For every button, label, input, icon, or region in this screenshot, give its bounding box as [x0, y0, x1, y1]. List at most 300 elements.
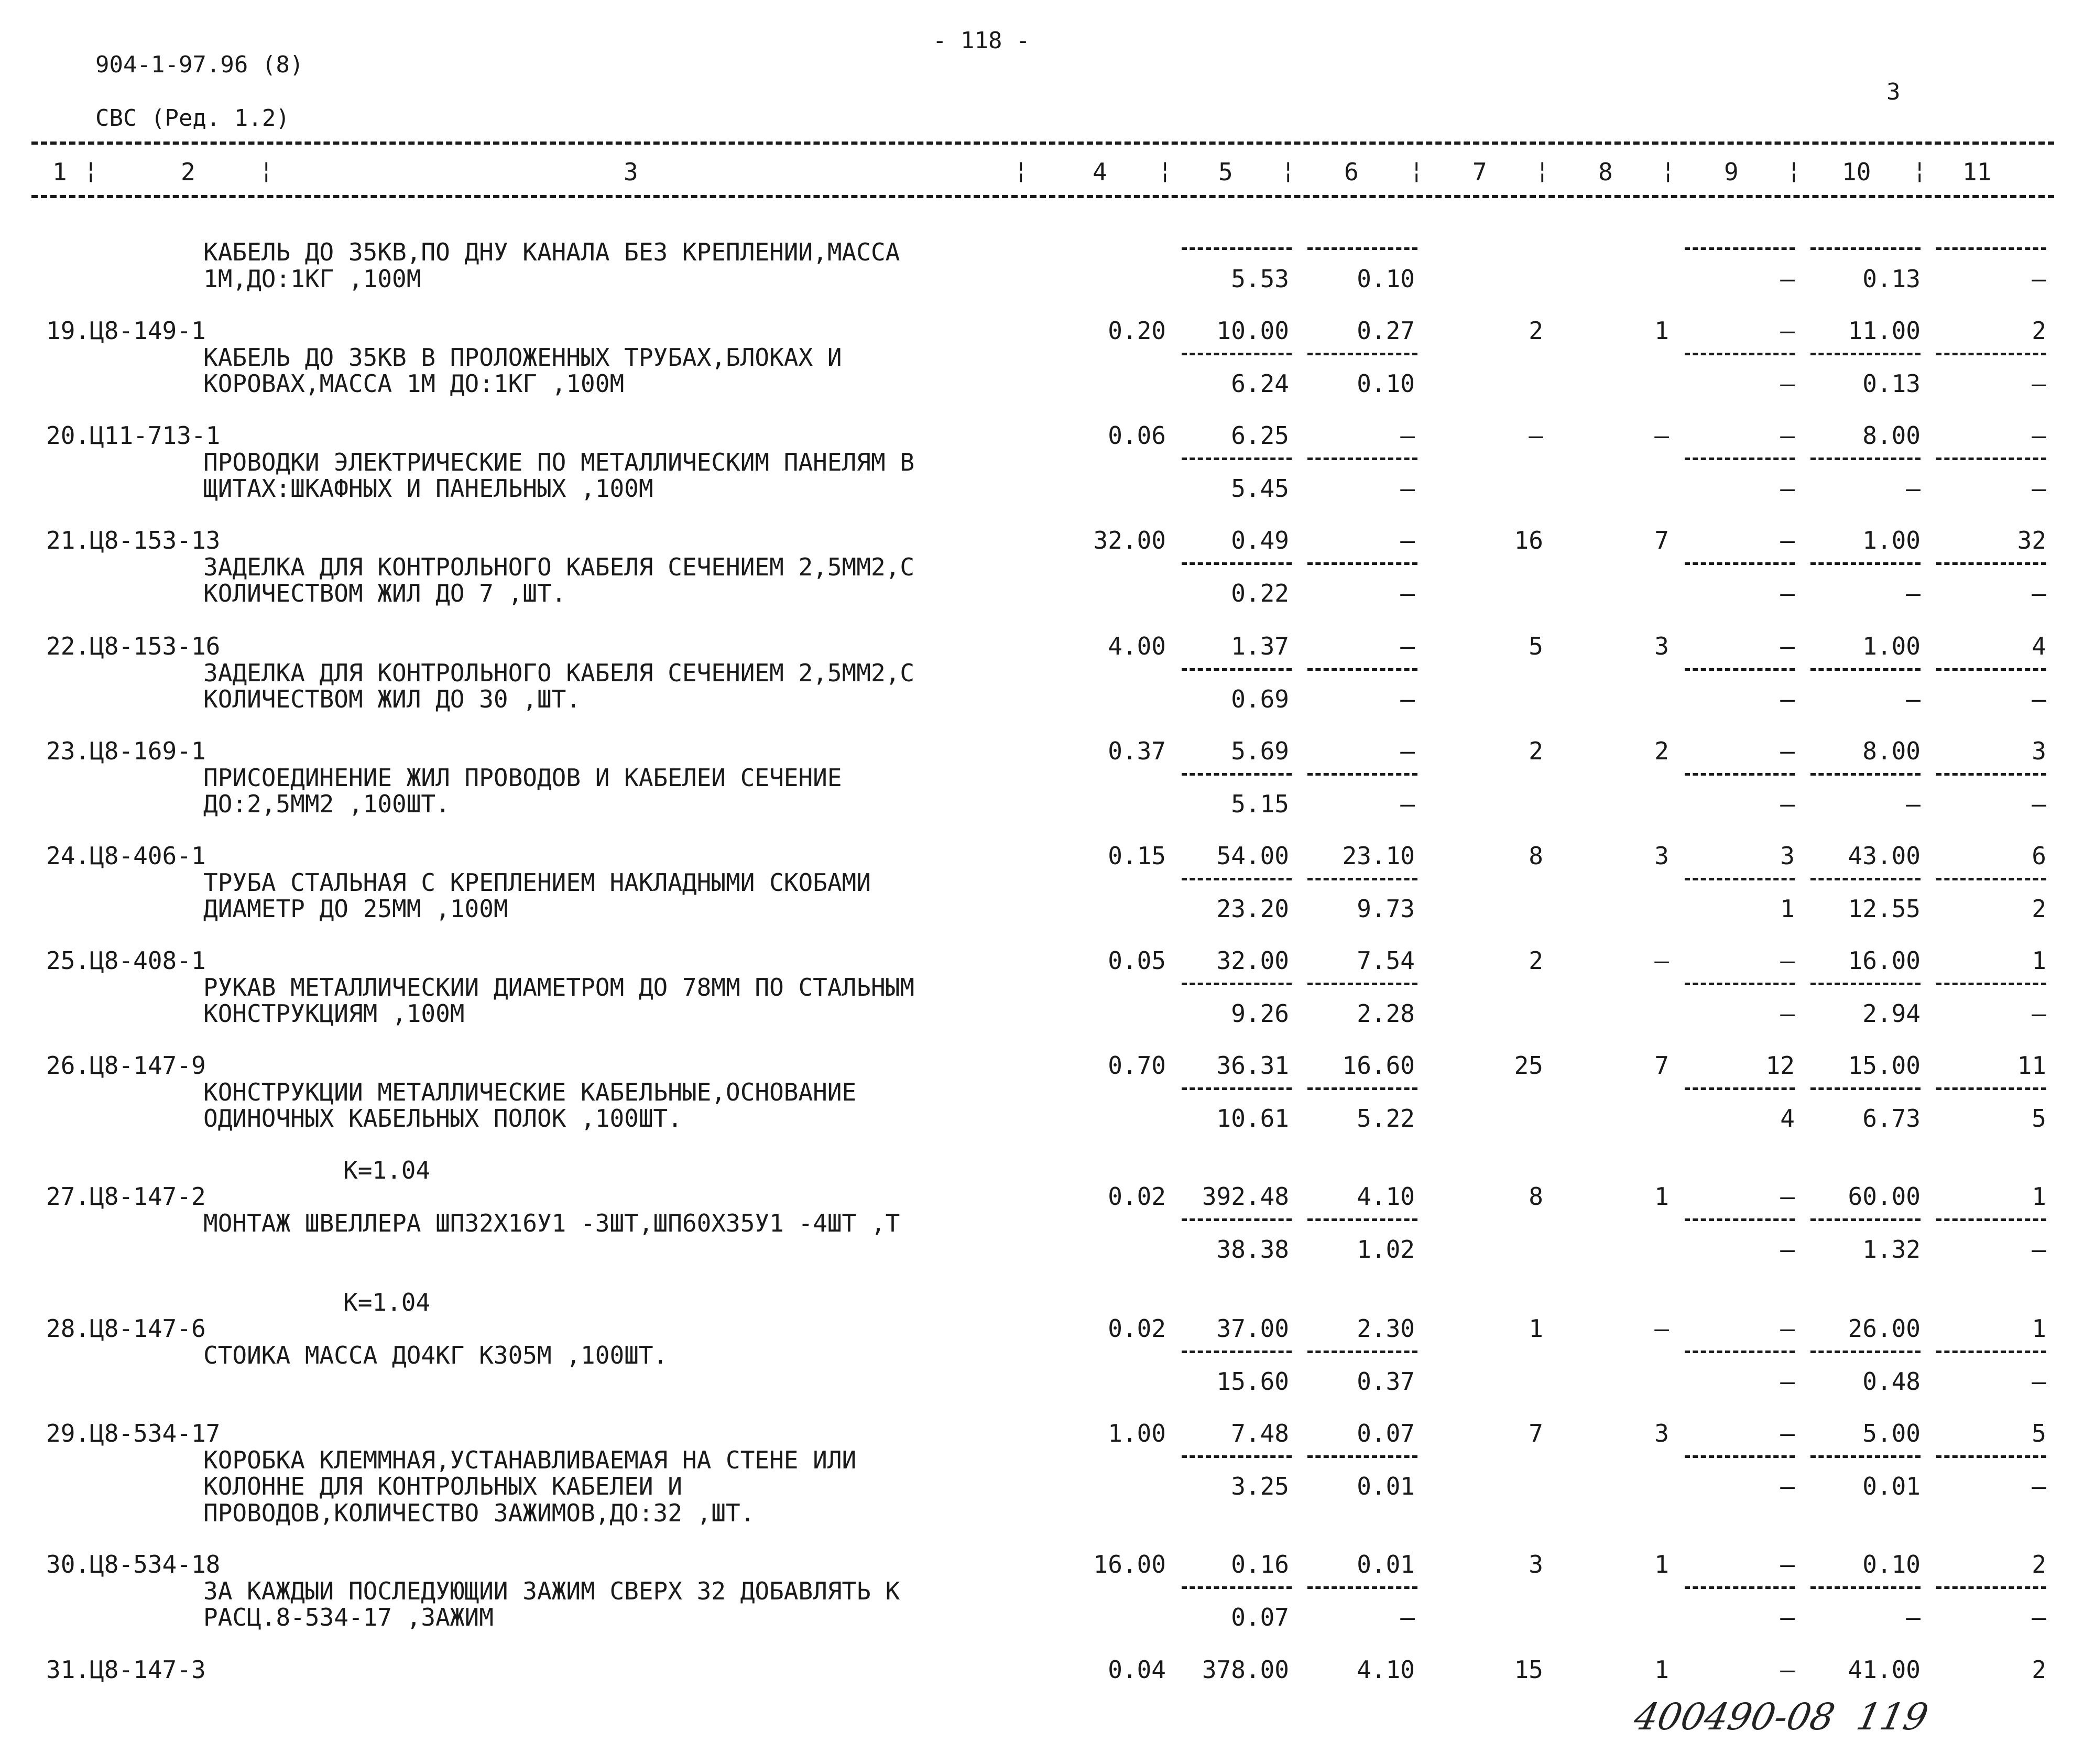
column-header-11: 11: [1962, 158, 1992, 186]
cell-c7: 7: [1529, 1419, 1543, 1447]
cell-c7: 2: [1529, 946, 1543, 975]
cell-c11-lower: –: [2032, 999, 2046, 1028]
cell-c9: 12: [1765, 1051, 1795, 1080]
row-description-line: ЗА КАЖДЫИ ПОСЛЕДУЮЩИИ ЗАЖИМ СВЕРХ 32 ДОБАВЛЯТЬ К: [203, 1576, 900, 1605]
cell-c10-lower: 12.55: [1848, 895, 1921, 923]
cell-c5: 37.00: [1216, 1314, 1289, 1343]
cell-divider: [1182, 1586, 1292, 1589]
row-description-line: КАБЕЛЬ ДО 35КВ В ПРОЛОЖЕННЫХ ТРУБАХ,БЛОКАХ И: [203, 343, 842, 372]
cell-divider: [1307, 1218, 1417, 1221]
cell-divider: [1936, 562, 2046, 565]
column-separator: ¦: [84, 157, 98, 184]
cell-c5: 6.25: [1231, 421, 1289, 450]
document-code: 904-1-97.96 (8): [95, 51, 304, 78]
cell-divider: [1936, 1087, 2046, 1090]
cell-c4: 16.00: [1093, 1550, 1166, 1578]
cell-divider: [1810, 1455, 1921, 1458]
cell-divider: [1307, 668, 1417, 671]
cell-divider: [1307, 1586, 1417, 1589]
cell-divider: [1182, 353, 1292, 355]
column-separator: ¦: [1913, 157, 1927, 184]
cell-divider: [1307, 983, 1417, 985]
column-header-8: 8: [1598, 158, 1613, 186]
cell-c6-lower: 0.10: [1357, 369, 1415, 398]
cell-c6: 4.10: [1357, 1656, 1415, 1684]
row-description-line: СТОИКА МАССА ДО4КГ К305М ,100ШТ.: [203, 1341, 668, 1369]
cell-c5-lower: 5.45: [1231, 474, 1289, 503]
cell-c6-lower: –: [1400, 1603, 1415, 1631]
cell-c6: –: [1400, 737, 1415, 765]
row-code: 23.Ц8-169-1: [46, 737, 206, 765]
cell-c11-lower: –: [2032, 1603, 2046, 1631]
cell-c6-lower: 0.01: [1357, 1472, 1415, 1500]
column-header-9: 9: [1724, 158, 1739, 186]
cell-c6-lower: –: [1400, 579, 1415, 607]
cell-c9-lower: –: [1780, 685, 1795, 713]
cell-c11-lower: –: [2032, 1235, 2046, 1264]
column-separator: ¦: [1661, 157, 1675, 184]
cell-c10: 11.00: [1848, 317, 1921, 345]
cell-c5-lower: 0.07: [1231, 1603, 1289, 1631]
cell-c8: 1: [1654, 317, 1669, 345]
cell-c5-lower: 0.69: [1231, 685, 1289, 713]
cell-c8: 3: [1654, 1419, 1669, 1447]
cell-c11-lower: –: [2032, 1367, 2046, 1396]
cell-c7: 1: [1529, 1314, 1543, 1343]
row-code: 31.Ц8-147-3: [46, 1656, 206, 1684]
cell-divider: [1810, 353, 1921, 355]
cell-c5-lower: 6.24: [1231, 369, 1289, 398]
cell-c6: 0.07: [1357, 1419, 1415, 1447]
cell-divider: [1685, 773, 1795, 776]
cell-divider: [1685, 353, 1795, 355]
cell-c7: 5: [1529, 632, 1543, 660]
cell-c10: 16.00: [1848, 946, 1921, 975]
cell-divider: [1307, 1087, 1417, 1090]
cell-c6: 23.10: [1342, 842, 1415, 870]
cell-c5: 0.16: [1231, 1550, 1289, 1578]
cell-c10: 41.00: [1848, 1656, 1921, 1684]
cell-c10-lower: –: [1906, 1603, 1921, 1631]
cell-c5: 0.49: [1231, 526, 1289, 554]
row-description-line: КОНСТРУКЦИЯМ ,100М: [203, 999, 465, 1028]
cell-c4: 4.00: [1108, 632, 1166, 660]
cell-divider: [1936, 773, 2046, 776]
cell-divider: [1182, 458, 1292, 460]
cell-c4: 0.06: [1108, 421, 1166, 450]
cell-c6-lower: 0.37: [1357, 1367, 1415, 1396]
cell-c4: 0.05: [1108, 946, 1166, 975]
row-description-line: ПРИСОЕДИНЕНИЕ ЖИЛ ПРОВОДОВ И КАБЕЛЕИ СЕЧЕНИЕ: [203, 763, 842, 792]
cell-divider: [1810, 247, 1921, 250]
cell-c8: 3: [1654, 632, 1669, 660]
cell-c6: 4.10: [1357, 1182, 1415, 1211]
cell-c9: –: [1780, 946, 1795, 975]
cell-c11: 2: [2032, 1656, 2046, 1684]
cell-c8: –: [1654, 946, 1669, 975]
cell-c8: 7: [1654, 526, 1669, 554]
column-header-6: 6: [1344, 158, 1359, 186]
cell-divider: [1685, 668, 1795, 671]
cell-c6: –: [1400, 632, 1415, 660]
cell-c11: 1: [2032, 1182, 2046, 1211]
cell-c10: 5.00: [1862, 1419, 1921, 1447]
cell-c11: 5: [2032, 1419, 2046, 1447]
cell-c5: 32.00: [1216, 946, 1289, 975]
cell-c7: 2: [1529, 317, 1543, 345]
cell-divider: [1810, 1351, 1921, 1353]
cell-c7: 15: [1514, 1656, 1543, 1684]
cell-divider: [1182, 247, 1292, 250]
cell-c11-lower: –: [2032, 474, 2046, 503]
cell-c10-lower: 1.32: [1862, 1235, 1921, 1264]
cell-divider: [1182, 562, 1292, 565]
sheet-number: 3: [1886, 79, 1901, 105]
cell-c8: 3: [1654, 842, 1669, 870]
cell-divider: [1182, 668, 1292, 671]
row-description-line: ПРОВОДОВ,КОЛИЧЕСТВО ЗАЖИМОВ,ДО:32 ,ШТ.: [203, 1498, 755, 1527]
row-description-line: РУКАВ МЕТАЛЛИЧЕСКИИ ДИАМЕТРОМ ДО 78ММ ПО СТАЛЬНЫМ: [203, 973, 915, 1001]
cell-c6-lower: –: [1400, 474, 1415, 503]
cell-c5-lower: 9.26: [1231, 999, 1289, 1028]
cell-c11-lower: 5: [2032, 1104, 2046, 1133]
row-description-line: ТРУБА СТАЛЬНАЯ С КРЕПЛЕНИЕМ НАКЛАДНЫМИ СКОБАМИ: [203, 868, 871, 897]
cell-divider: [1810, 458, 1921, 460]
cell-c10-lower: –: [1906, 685, 1921, 713]
cell-c6: –: [1400, 526, 1415, 554]
continuation-text-line: КАБЕЛЬ ДО 35КВ,ПО ДНУ КАНАЛА БЕЗ КРЕПЛЕНИИ,МАССА: [203, 238, 900, 266]
cell-divider: [1936, 1455, 2046, 1458]
cell-c11-lower: –: [2032, 369, 2046, 398]
cell-c10: 26.00: [1848, 1314, 1921, 1343]
cell-c4: 0.02: [1108, 1314, 1166, 1343]
cell-divider: [1936, 353, 2046, 355]
cell-c5: 5.69: [1231, 737, 1289, 765]
cell-c10-lower: 2.94: [1862, 999, 1921, 1028]
cell-divider: [1936, 1218, 2046, 1221]
cell-divider: [1307, 1351, 1417, 1353]
row-code: 20.Ц11-713-1: [46, 421, 221, 450]
cell-c5: 378.00: [1202, 1656, 1289, 1684]
cell-c10: 0.10: [1862, 1550, 1921, 1578]
cell-c7: 2: [1529, 737, 1543, 765]
cell-c6-lower: 0.10: [1357, 264, 1415, 293]
cell-divider: [1685, 1087, 1795, 1090]
cell-c10-lower: 0.13: [1862, 369, 1921, 398]
cell-divider: [1685, 1218, 1795, 1221]
cell-c5-lower: 23.20: [1216, 895, 1289, 923]
row-code: 29.Ц8-534-17: [46, 1419, 221, 1447]
cell-c7: 8: [1529, 1182, 1543, 1211]
column-header-10: 10: [1842, 158, 1871, 186]
column-header-1: 1: [52, 158, 67, 186]
cell-c6-lower: 1.02: [1357, 1235, 1415, 1264]
column-header-4: 4: [1093, 158, 1107, 186]
cell-divider: [1307, 247, 1417, 250]
cell-c10-lower: 6.73: [1862, 1104, 1921, 1133]
cell-c9: –: [1780, 1419, 1795, 1447]
cell-c10: 1.00: [1862, 632, 1921, 660]
cell-c11: 11: [2017, 1051, 2046, 1080]
handwritten-note: 400490-08 119: [1630, 1695, 1932, 1738]
column-header-2: 2: [181, 158, 195, 186]
cell-c7: 25: [1514, 1051, 1543, 1080]
cell-c4: 32.00: [1093, 526, 1166, 554]
cell-c5: 36.31: [1216, 1051, 1289, 1080]
cell-c9-lower: –: [1780, 1367, 1795, 1396]
cell-c5-lower: 5.53: [1231, 264, 1289, 293]
cell-divider: [1936, 247, 2046, 250]
row-code: 22.Ц8-153-16: [46, 632, 221, 660]
row-description-line: КОНСТРУКЦИИ МЕТАЛЛИЧЕСКИЕ КАБЕЛЬНЫЕ,ОСНОВАНИЕ: [203, 1077, 857, 1106]
page-number: - 118 -: [933, 27, 1030, 54]
cell-c5-lower: 5.15: [1231, 790, 1289, 818]
cell-c9: –: [1780, 1314, 1795, 1343]
cell-divider: [1182, 1218, 1292, 1221]
column-separator: ¦: [259, 157, 274, 184]
column-separator: ¦: [1410, 157, 1424, 184]
cell-c9: –: [1780, 421, 1795, 450]
cell-divider: [1685, 1351, 1795, 1353]
cell-c6: 2.30: [1357, 1314, 1415, 1343]
cell-divider: [1810, 1087, 1921, 1090]
cell-c9: –: [1780, 317, 1795, 345]
cell-c8: 7: [1654, 1051, 1669, 1080]
cell-divider: [1685, 1455, 1795, 1458]
header-rule-top: [31, 141, 2054, 145]
cell-c11: 1: [2032, 1314, 2046, 1343]
cell-divider: [1810, 878, 1921, 880]
column-separator: ¦: [1535, 157, 1550, 184]
cell-c11: 1: [2032, 946, 2046, 975]
cell-c8: 2: [1654, 737, 1669, 765]
cell-c11: 2: [2032, 1550, 2046, 1578]
cell-c9: –: [1780, 1182, 1795, 1211]
cell-c9: –: [1780, 1656, 1795, 1684]
column-separator: ¦: [1158, 157, 1172, 184]
cell-c11: 3: [2032, 737, 2046, 765]
cell-c10: 8.00: [1862, 421, 1921, 450]
cell-c6: 16.60: [1342, 1051, 1415, 1080]
cell-c5-lower: 38.38: [1216, 1235, 1289, 1264]
cell-c4: 0.02: [1108, 1182, 1166, 1211]
cell-divider: [1936, 458, 2046, 460]
cell-c10: 43.00: [1848, 842, 1921, 870]
cell-c9-lower: –: [1780, 1235, 1795, 1264]
cell-c5: 54.00: [1216, 842, 1289, 870]
row-code: 28.Ц8-147-6: [46, 1314, 206, 1343]
cell-c8: –: [1654, 1314, 1669, 1343]
cell-c9-lower: –: [1780, 369, 1795, 398]
cell-divider: [1685, 562, 1795, 565]
row-code: 21.Ц8-153-13: [46, 526, 221, 554]
cell-divider: [1307, 773, 1417, 776]
row-description-line: КОРОВАХ,МАССА 1М ДО:1КГ ,100М: [203, 369, 625, 398]
cell-divider: [1307, 458, 1417, 460]
column-header-3: 3: [624, 158, 638, 186]
cell-c5-lower: 10.61: [1216, 1104, 1289, 1133]
row-description-line: ПРОВОДКИ ЭЛЕКТРИЧЕСКИЕ ПО МЕТАЛЛИЧЕСКИМ ПАНЕЛЯМ В: [203, 448, 915, 476]
row-description-line: РАСЦ.8-534-17 ,ЗАЖИМ: [203, 1603, 494, 1631]
row-description-line: КОЛИЧЕСТВОМ ЖИЛ ДО 7 ,ШТ.: [203, 579, 566, 607]
cell-divider: [1810, 668, 1921, 671]
cell-c6-lower: –: [1400, 685, 1415, 713]
row-code: 30.Ц8-534-18: [46, 1550, 221, 1578]
cell-c11-lower: –: [2032, 264, 2046, 293]
cell-divider: [1810, 773, 1921, 776]
cell-divider: [1307, 1455, 1417, 1458]
cell-c4: 0.15: [1108, 842, 1166, 870]
cell-divider: [1810, 983, 1921, 985]
cell-c4: 1.00: [1108, 1419, 1166, 1447]
cell-divider: [1810, 1586, 1921, 1589]
cell-c5-lower: 3.25: [1231, 1472, 1289, 1500]
cell-c9-lower: –: [1780, 1472, 1795, 1500]
cell-c9: –: [1780, 526, 1795, 554]
cell-c11-lower: –: [2032, 1472, 2046, 1500]
cell-c9-lower: 4: [1780, 1104, 1795, 1133]
row-description-line: ДИАМЕТР ДО 25ММ ,100М: [203, 895, 508, 923]
cell-c10-lower: –: [1906, 579, 1921, 607]
header-rule-bottom: [31, 195, 2054, 198]
cell-c7: –: [1529, 421, 1543, 450]
column-separator: ¦: [1787, 157, 1801, 184]
cell-divider: [1936, 878, 2046, 880]
column-header-7: 7: [1472, 158, 1487, 186]
cell-c4: 0.20: [1108, 317, 1166, 345]
cell-divider: [1182, 1351, 1292, 1353]
cell-c10: 60.00: [1848, 1182, 1921, 1211]
cell-c5: 10.00: [1216, 317, 1289, 345]
cell-c7: 16: [1514, 526, 1543, 554]
row-description-line: ЗАДЕЛКА ДЛЯ КОНТРОЛЬНОГО КАБЕЛЯ СЕЧЕНИЕМ 2,5ММ2,С: [203, 658, 915, 687]
cell-divider: [1182, 878, 1292, 880]
cell-c10: 8.00: [1862, 737, 1921, 765]
cell-c6-lower: 9.73: [1357, 895, 1415, 923]
cell-c8: 1: [1654, 1656, 1669, 1684]
cell-c10-lower: 0.48: [1862, 1367, 1921, 1396]
cell-c10: 15.00: [1848, 1051, 1921, 1080]
cell-c6: 0.27: [1357, 317, 1415, 345]
cell-c9-lower: –: [1780, 999, 1795, 1028]
column-header-5: 5: [1218, 158, 1233, 186]
cell-c9-lower: –: [1780, 474, 1795, 503]
cell-divider: [1810, 1218, 1921, 1221]
cell-c9: –: [1780, 632, 1795, 660]
cell-c11-lower: –: [2032, 579, 2046, 607]
cell-divider: [1685, 458, 1795, 460]
cell-divider: [1936, 668, 2046, 671]
cell-divider: [1685, 1586, 1795, 1589]
cell-c8: 1: [1654, 1182, 1669, 1211]
column-separator: ¦: [1281, 157, 1295, 184]
cell-c10-lower: –: [1906, 790, 1921, 818]
cell-c5-lower: 0.22: [1231, 579, 1289, 607]
row-code: 24.Ц8-406-1: [46, 842, 206, 870]
cell-c9-lower: –: [1780, 264, 1795, 293]
cell-divider: [1685, 878, 1795, 880]
cell-c6: –: [1400, 421, 1415, 450]
cell-c9-lower: –: [1780, 1603, 1795, 1631]
cell-divider: [1936, 1351, 2046, 1353]
cell-c9-lower: –: [1780, 579, 1795, 607]
cell-c5-lower: 15.60: [1216, 1367, 1289, 1396]
cell-c9: 3: [1780, 842, 1795, 870]
row-description-line: ЩИТАХ:ШКАФНЫХ И ПАНЕЛЬНЫХ ,100М: [203, 474, 653, 503]
cell-divider: [1936, 983, 2046, 985]
cell-c9: –: [1780, 1550, 1795, 1578]
cell-c10-lower: –: [1906, 474, 1921, 503]
cell-c11-lower: –: [2032, 685, 2046, 713]
cell-c4: 0.37: [1108, 737, 1166, 765]
cell-c7: 3: [1529, 1550, 1543, 1578]
cell-c11: 2: [2032, 317, 2046, 345]
cell-divider: [1810, 562, 1921, 565]
cell-divider: [1307, 878, 1417, 880]
cell-c4: 0.70: [1108, 1051, 1166, 1080]
program-version: СВС (Ред. 1.2): [95, 105, 290, 132]
cell-c11: 6: [2032, 842, 2046, 870]
cell-c6: 7.54: [1357, 946, 1415, 975]
cell-c9: –: [1780, 737, 1795, 765]
cell-c6: 0.01: [1357, 1550, 1415, 1578]
cell-divider: [1685, 983, 1795, 985]
cell-c11-lower: –: [2032, 790, 2046, 818]
cell-divider: [1685, 247, 1795, 250]
cell-divider: [1182, 773, 1292, 776]
row-description-line: ОДИНОЧНЫХ КАБЕЛЬНЫХ ПОЛОК ,100ШТ.: [203, 1104, 682, 1133]
row-code: 19.Ц8-149-1: [46, 317, 206, 345]
cell-c8: –: [1654, 421, 1669, 450]
row-description-line: МОНТАЖ ШВЕЛЛЕРА ШП32Х16У1 -3ШТ,ШП60Х35У1 -4ШТ ,Т: [203, 1208, 900, 1237]
cell-c11-lower: 2: [2032, 895, 2046, 923]
cell-c11: –: [2032, 421, 2046, 450]
cell-c11: 4: [2032, 632, 2046, 660]
cell-divider: [1307, 353, 1417, 355]
cell-c10-lower: 0.01: [1862, 1472, 1921, 1500]
row-description-line: КОЛИЧЕСТВОМ ЖИЛ ДО 30 ,ШТ.: [203, 685, 581, 713]
row-description-line: КОЛОННЕ ДЛЯ КОНТРОЛЬНЫХ КАБЕЛЕИ И: [203, 1472, 682, 1500]
row-description-line: КОРОБКА КЛЕММНАЯ,УСТАНАВЛИВАЕМАЯ НА СТЕНЕ ИЛИ: [203, 1445, 857, 1474]
cell-c9-lower: –: [1780, 790, 1795, 818]
cell-divider: [1182, 1087, 1292, 1090]
cell-c8: 1: [1654, 1550, 1669, 1578]
row-code: 27.Ц8-147-2: [46, 1182, 206, 1211]
cell-c5: 1.37: [1231, 632, 1289, 660]
cell-c7: 8: [1529, 842, 1543, 870]
cell-divider: [1182, 983, 1292, 985]
coefficient-label: К=1.04: [343, 1156, 431, 1184]
cell-c4: 0.04: [1108, 1656, 1166, 1684]
cell-c6-lower: 2.28: [1357, 999, 1415, 1028]
continuation-text-line: 1М,ДО:1КГ ,100М: [203, 264, 421, 293]
cell-c11: 32: [2017, 526, 2046, 554]
coefficient-label: К=1.04: [343, 1288, 431, 1316]
cell-c10-lower: 0.13: [1862, 264, 1921, 293]
row-code: 25.Ц8-408-1: [46, 946, 206, 975]
cell-c10: 1.00: [1862, 526, 1921, 554]
cell-c5: 7.48: [1231, 1419, 1289, 1447]
row-description-line: ДО:2,5ММ2 ,100ШТ.: [203, 790, 450, 818]
cell-divider: [1182, 1455, 1292, 1458]
cell-c5: 392.48: [1202, 1182, 1289, 1211]
column-separator: ¦: [1014, 157, 1028, 184]
row-code: 26.Ц8-147-9: [46, 1051, 206, 1080]
cell-c6-lower: –: [1400, 790, 1415, 818]
cell-c9-lower: 1: [1780, 895, 1795, 923]
cell-divider: [1936, 1586, 2046, 1589]
cell-divider: [1307, 562, 1417, 565]
